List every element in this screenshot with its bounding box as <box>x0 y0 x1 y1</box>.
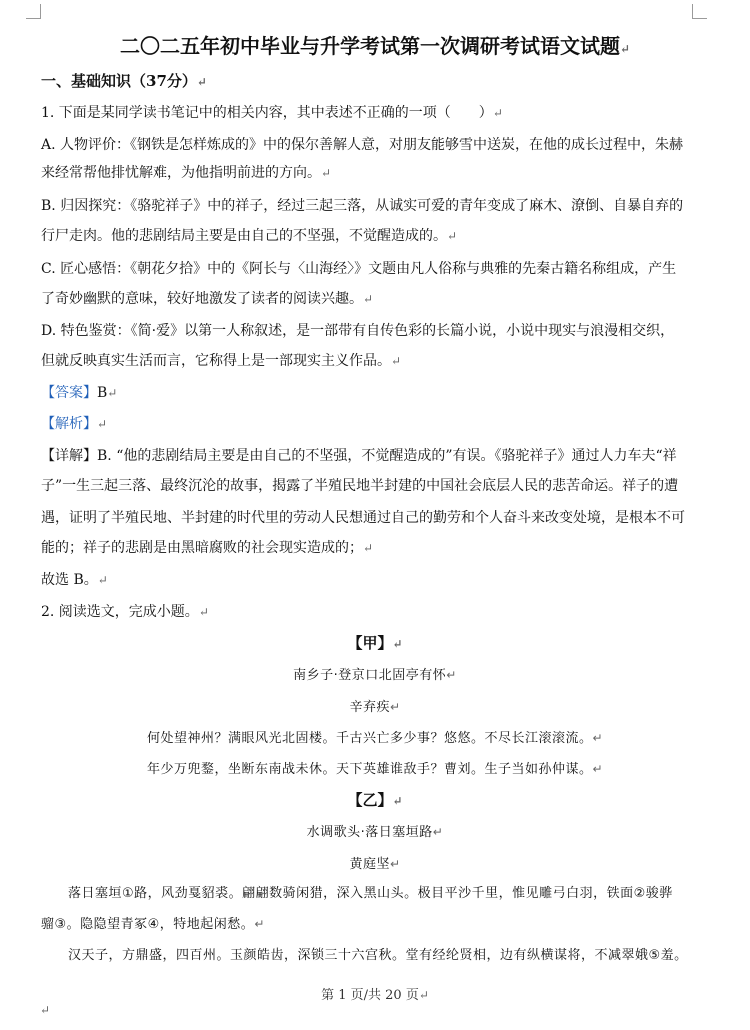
option-b-line-2: 行尸走肉。他的悲剧结局主要是由自己的不坚强，不觉醒造成的。↵ <box>41 228 458 244</box>
question-2-stem: 2. 阅读选文，完成小题。↵ <box>41 604 209 620</box>
option-a-line-2: 来经常帮他排忧解难，为他指明前进的方向。↵ <box>41 165 332 181</box>
detail-line-2: 子”一生三起三落、最终沉沦的故事，揭露了半殖民地半封建的中国社会底层人民的悲苦命运。祥子的遭 <box>41 478 679 494</box>
poem-jia-line-2: 年少万兜鍪，坐断东南战未休。天下英雄谁敌手？曹刘。生子当如孙仲谋。↵ <box>146 762 604 777</box>
option-c-line-1: C. 匠心感悟：《朝花夕拾》中的《阿长与〈山海经〉》文题由凡人俗称与典雅的先秦古籍名称组成，产生 <box>41 261 677 277</box>
conclusion-line: 故选 B。↵ <box>41 572 108 588</box>
option-d-line-2: 但就反映真实生活而言，它称得上是一部现实主义作品。↵ <box>41 353 402 369</box>
paragraph-mark-end: ↵ <box>40 1003 51 1017</box>
analysis-label: 【解析】 <box>41 416 97 432</box>
question-1-stem: 1. 下面是某同学读书笔记中的相关内容，其中表述不正确的一项（ ）↵ <box>41 105 503 121</box>
answer-line: 【答案】B↵ <box>41 385 118 401</box>
page-corner-mark-top-right <box>692 4 707 19</box>
option-c-line-2: 了奇妙幽默的意味，较好地激发了读者的阅读兴趣。↵ <box>41 291 374 307</box>
section-heading: 一、基础知识（37分）↵ <box>41 72 207 90</box>
poem-jia-author: 辛弃疾↵ <box>349 700 401 715</box>
page-footer: 第 1 页/共 20 页↵ <box>321 988 429 1003</box>
detail-line-3: 遇，证明了半殖民地、半封建的时代里的劳动人民想通过自己的勤劳和个人奋斗来改变处境，是根本不可 <box>41 510 685 526</box>
poem-yi-line-3: 汉天子，方鼎盛，四百州。玉颜皓齿，深锁三十六宫秋。堂有经纶贤相，边有纵横谋将，不减翠娥⑤羞。 <box>68 948 688 963</box>
analysis-line: 【解析】↵ <box>41 416 108 432</box>
poem-yi-line-2: 骝③。隐隐望青冢④，特地起闲愁。↵ <box>41 917 265 932</box>
page-corner-mark-top-left <box>26 4 41 19</box>
detail-line-1: 【详解】B. “他的悲剧结局主要是由自己的不坚强，不觉醒造成的”有误。《骆驼祥子》通过人力车夫“祥 <box>41 448 677 464</box>
option-d-line-1: D. 特色鉴赏：《简·爱》以第一人称叙述，是一部带有自传色彩的长篇小说，小说中现实与浪漫相交织， <box>41 323 675 339</box>
poem-jia-title: 南乡子·登京口北固亭有怀↵ <box>293 668 457 683</box>
passage-jia-tag: 【甲】↵ <box>347 634 403 652</box>
passage-yi-tag: 【乙】↵ <box>347 791 403 809</box>
poem-jia-line-1: 何处望神州？满眼风光北固楼。千古兴亡多少事？悠悠。不尽长江滚滚流。↵ <box>146 731 604 746</box>
poem-yi-author: 黄庭坚↵ <box>349 857 401 872</box>
option-a-line-1: A. 人物评价：《钢铁是怎样炼成的》中的保尔善解人意，对朋友能够雪中送炭，在他的成长过程中，朱赫 <box>41 137 684 153</box>
poem-yi-line-1: 落日塞垣①路，风劲戛貂裘。翩翩数骑闲猎，深入黑山头。极目平沙千里，惟见雕弓白羽，铁面②骏骅 <box>68 886 673 901</box>
detail-line-4: 能的；祥子的悲剧是由黑暗腐败的社会现实造成的；↵ <box>41 540 374 556</box>
answer-label: 【答案】 <box>41 385 97 401</box>
exam-title: 二〇二五年初中毕业与升学考试第一次调研考试语文试题↵ <box>119 34 631 58</box>
poem-yi-title: 水调歌头·落日塞垣路↵ <box>306 825 444 840</box>
option-b-line-1: B. 归因探究：《骆驼祥子》中的祥子，经过三起三落，从诚实可爱的青年变成了麻木、潦倒、自暴自弃的 <box>41 198 684 214</box>
answer-value: B <box>97 385 108 401</box>
